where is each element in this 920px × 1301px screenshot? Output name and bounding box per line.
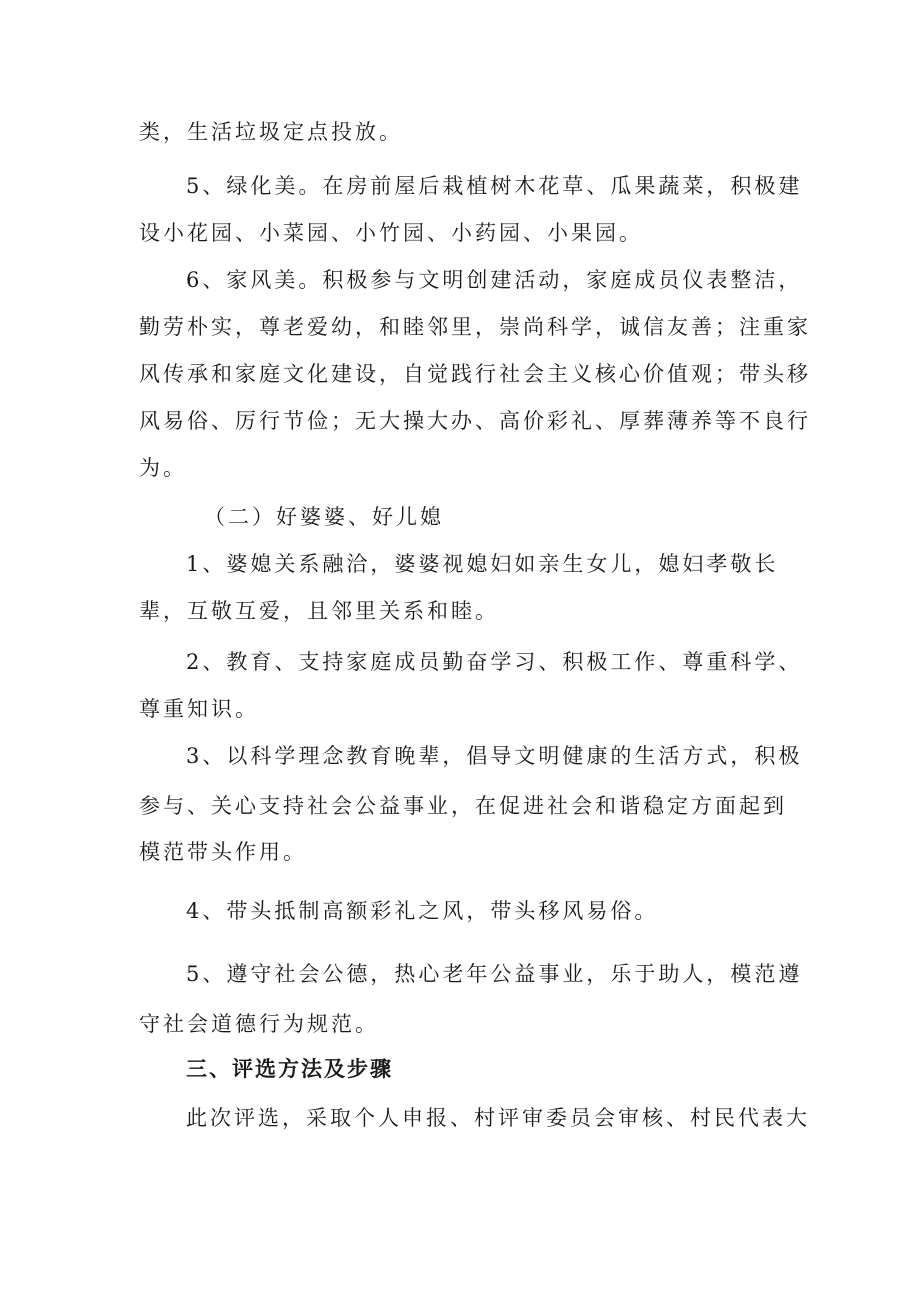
item-1: 1、婆媳关系融洽，婆婆视媳妇如亲生女儿，媳妇孝敬长 xyxy=(186,552,779,576)
paragraph-line: 设小花园、小菜园、小竹园、小药园、小果园。 xyxy=(139,221,643,245)
paragraph-line: 尊重知识。 xyxy=(139,697,259,721)
item-4: 4、带头抵制高额彩礼之风，带头移风易俗。 xyxy=(186,899,659,923)
paragraph-line: 风传承和家庭文化建设，自觉践行社会主义核心价值观；带头移 xyxy=(139,362,811,386)
item-2: 2、教育、支持家庭成员勤奋学习、积极工作、尊重科学、 xyxy=(186,650,803,674)
paragraph-line: 守社会道德行为规范。 xyxy=(139,1012,379,1036)
paragraph-line: 类，生活垃圾定点投放。 xyxy=(139,120,403,144)
paragraph-line: 辈，互敬互爱，且邻里关系和睦。 xyxy=(139,599,499,623)
paragraph-line: 勤劳朴实，尊老爱幼，和睦邻里，崇尚科学，诚信友善；注重家 xyxy=(139,315,811,339)
paragraph-line: 为。 xyxy=(139,456,187,480)
paragraph-line: 模范带头作用。 xyxy=(139,840,307,864)
paragraph-line: 参与、关心支持社会公益事业，在促进社会和谐稳定方面起到 xyxy=(139,794,787,818)
subsection-heading: （二）好婆婆、好儿媳 xyxy=(204,505,444,529)
item-5: 5、遵守社会公德，热心老年公益事业，乐于助人，模范遵 xyxy=(186,962,803,986)
paragraph-line: 此次评选，采取个人申报、村评审委员会审核、村民代表大 xyxy=(186,1106,810,1130)
paragraph-line: 风易俗、厉行节俭；无大操大办、高价彩礼、厚葬薄养等不良行 xyxy=(139,409,811,433)
section-heading: 三、评选方法及步骤 xyxy=(186,1057,393,1081)
item-green-beauty: 5、绿化美。在房前屋后栽植树木花草、瓜果蔬菜，积极建 xyxy=(186,174,803,198)
item-family-style: 6、家风美。积极参与文明创建活动，家庭成员仪表整洁， xyxy=(186,268,803,292)
item-3: 3、以科学理念教育晚辈，倡导文明健康的生活方式，积极 xyxy=(186,744,803,768)
